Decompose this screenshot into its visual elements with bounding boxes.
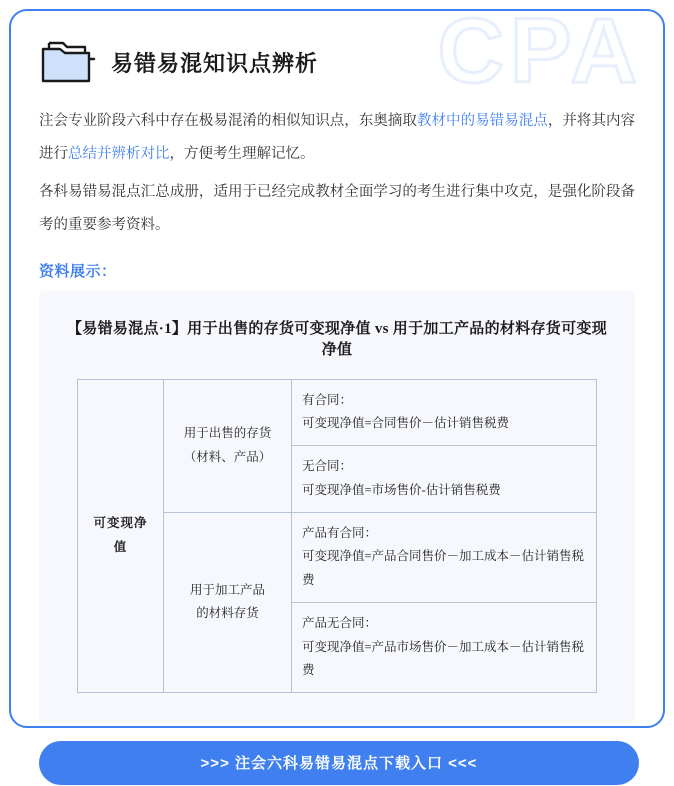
- table-category-2: [164, 512, 292, 693]
- intro-paragraph-1: [39, 105, 635, 170]
- table-row: [78, 379, 597, 446]
- table-row-label: 可变现净值: [78, 379, 164, 693]
- intro-text-2: ，并将其内容进行: [39, 113, 636, 162]
- table-cell-1b-line1: 无合同：: [302, 459, 353, 473]
- intro-paragraph-2: 各科易错易混点汇总成册，适用于已经完成教材全面学习的考生进行集中攻克，是强化阶段备考的重要参考资料。: [39, 184, 635, 233]
- preview-panel: [39, 291, 635, 724]
- watermark-text: CPA: [437, 0, 643, 102]
- preview-title: 【易错易混点·1】用于出售的存货可变现净值 vs 用于加工产品的材料存货可变现净值: [66, 320, 608, 358]
- intro-text-1: 注会专业阶段六科中存在极易混淆的相似知识点，东奥摘取: [39, 113, 417, 129]
- table-cell-1b-line2: 可变现净值=市场售价-估计销售税费: [302, 482, 501, 497]
- table-cell-2b-line2: 可变现净值=产品市场售价－加工成本－估计销售税费: [302, 639, 585, 678]
- table-cell-2b-line1: 产品无合同：: [302, 615, 378, 630]
- table-category-1-line2: （材料、产品）: [183, 449, 272, 464]
- download-entry-button[interactable]: >>> 注会六科易错易混点下载入口 <<<: [39, 741, 639, 785]
- intro-link-1[interactable]: 教材中的易错易混点: [416, 113, 548, 129]
- card-inner: [11, 11, 663, 785]
- table-cell-2b: [292, 602, 597, 692]
- table-category-1: [164, 379, 292, 512]
- intro-link-2[interactable]: 总结并辨析对比: [68, 145, 170, 162]
- table-cell-1a-line2: 可变现净值=合同售价－估计销售税费: [302, 416, 510, 431]
- table-category-2-line2: 的材料存货: [196, 606, 259, 621]
- table-category-1-line1: 用于出售的存货: [183, 425, 272, 440]
- intro-text-3: ，方便考生理解记忆。: [169, 145, 315, 162]
- content-card: [9, 0, 665, 772]
- table-cell-2a: [292, 512, 597, 602]
- section-label-preview: 资料展示：: [39, 262, 117, 280]
- table-cell-1a: [292, 379, 597, 446]
- table-cell-1a-line1: 有合同：: [302, 392, 353, 407]
- knowledge-table: [77, 379, 597, 694]
- table-category-2-line1: 用于加工产品: [189, 582, 265, 597]
- page-title: 易错易混知识点辨析: [111, 50, 319, 76]
- table-cell-1b: [292, 446, 597, 513]
- table-cell-2a-line2: 可变现净值=产品合同售价－加工成本－估计销售税费: [302, 549, 585, 587]
- header: [39, 39, 635, 85]
- table-cell-2a-line1: 产品有合同：: [302, 525, 378, 540]
- folder-icon: [39, 39, 97, 85]
